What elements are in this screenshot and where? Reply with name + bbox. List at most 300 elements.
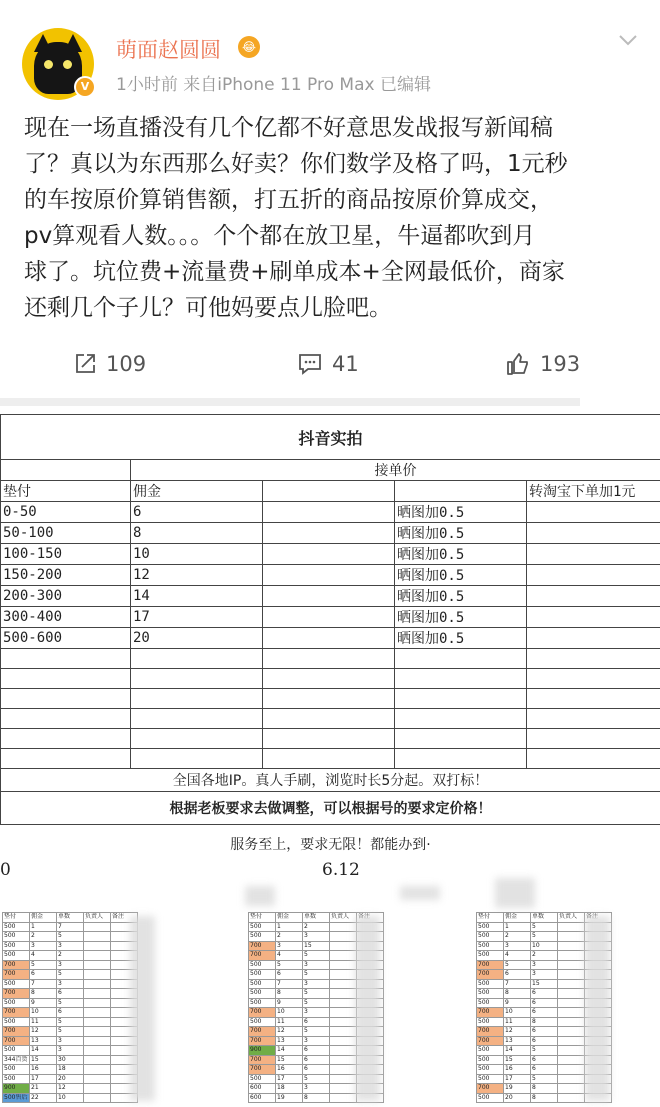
group-header: 接单价 [131, 460, 660, 481]
content-line: 还剩几个子儿？可他妈要点儿脸吧。 [24, 295, 392, 321]
ledger-cell [330, 1084, 357, 1094]
ledger-cell [558, 1017, 585, 1027]
ledger-cell: 5 [504, 960, 531, 970]
cell: 200-300 [1, 586, 131, 607]
verified-badge-icon: V [74, 76, 96, 98]
ledger-cell: 14 [504, 1046, 531, 1056]
ledger-header-cell: 佣金 [504, 913, 531, 923]
ledger-header-cell: 单数 [303, 913, 330, 923]
blurred-area [355, 916, 380, 1101]
cell: 20 [131, 628, 263, 649]
ledger-cell: 16 [30, 1065, 57, 1075]
ledger-cell: 700 [477, 970, 504, 980]
ledger-cell [84, 1027, 111, 1037]
ledger-cell: 18 [276, 1084, 303, 1094]
ledger-cell: 500 [3, 951, 30, 961]
post-content [24, 110, 644, 326]
note-line: 全国各地IP。真人手刷，浏览时长5分起。双打标！ [1, 769, 660, 792]
ledger-cell: 700 [477, 1084, 504, 1094]
ledger-cell [558, 951, 585, 961]
ledger-cell: 1 [276, 922, 303, 932]
post-meta: 1小时前 来自iPhone 11 Pro Max 已编辑 [116, 75, 431, 95]
cell: 晒图加0.5 [395, 565, 527, 586]
ledger-cell [330, 1093, 357, 1103]
ledger-row [3, 951, 138, 961]
ledger-cell: 3 [303, 932, 330, 942]
ledger-cell: 500 [3, 998, 30, 1008]
ledger-header-cell: 负责人 [84, 913, 111, 923]
ledger-cell: 500 [249, 960, 276, 970]
ledger-cell: 5 [531, 1046, 558, 1056]
ledger-cell: 7 [504, 979, 531, 989]
comment-count: 41 [332, 352, 359, 376]
ledger-cell [558, 998, 585, 1008]
table-row [1, 628, 660, 649]
comment-button[interactable] [298, 352, 359, 376]
cat-eye-right [63, 60, 72, 69]
ledger-cell: 5 [303, 1027, 330, 1037]
ledger-cell: 700 [3, 960, 30, 970]
ledger-cell: 700 [3, 1036, 30, 1046]
ledger-cell: 500 [477, 922, 504, 932]
ledger-header-cell: 单数 [57, 913, 84, 923]
ledger-row [3, 932, 138, 942]
ledger-cell [330, 1074, 357, 1084]
ledger-cell: 2 [303, 922, 330, 932]
ledger-cell [84, 941, 111, 951]
ledger-cell [330, 979, 357, 989]
ledger-cell: 500 [477, 1065, 504, 1075]
like-count: 193 [540, 352, 581, 376]
ledger-cell [558, 1093, 585, 1103]
table-row [1, 544, 660, 565]
ledger-cell: 17 [30, 1074, 57, 1084]
table-row [1, 502, 660, 523]
ledger-cell: 6 [531, 1008, 558, 1018]
ledger-cell: 700 [249, 1065, 276, 1075]
ledger-cell: 5 [303, 998, 330, 1008]
share-count: 109 [106, 352, 147, 376]
ledger-cell [330, 1027, 357, 1037]
ledger-cell [84, 932, 111, 942]
ledger-cell: 3 [276, 941, 303, 951]
cell [263, 502, 395, 523]
ledger-cell [330, 1055, 357, 1065]
ledger-cell: 10 [57, 1093, 84, 1103]
ledger-row [3, 970, 138, 980]
thumbs-up-icon [506, 352, 530, 376]
ledger-cell [84, 1065, 111, 1075]
ledger-cell: 3 [57, 960, 84, 970]
ledger-cell [330, 1046, 357, 1056]
ledger-row [3, 960, 138, 970]
ledger-cell: 22 [30, 1093, 57, 1103]
ledger-cell: 8 [531, 1084, 558, 1094]
ledger-header-cell: 负责人 [558, 913, 585, 923]
ledger-row [3, 1065, 138, 1075]
ledger-header-cell: 垫付 [477, 913, 504, 923]
ledger-cell: 3 [303, 960, 330, 970]
ledger-cell: 10 [30, 1008, 57, 1018]
ledger-cell [84, 1036, 111, 1046]
ledger-cell: 900 [3, 1084, 30, 1094]
ledger-cell [84, 998, 111, 1008]
ledger-cell [84, 1008, 111, 1018]
ledger-cell: 16 [276, 1065, 303, 1075]
ledger-cell: 6 [531, 1027, 558, 1037]
ledger-cell: 500 [249, 1074, 276, 1084]
ledger-cell: 13 [30, 1036, 57, 1046]
ledger-cell [558, 1027, 585, 1037]
ledger-cell: 500 [477, 979, 504, 989]
ledger-cell: 3 [531, 970, 558, 980]
ledger-cell: 7 [276, 979, 303, 989]
ledger-cell: 15 [30, 1055, 57, 1065]
ledger-cell: 500 [249, 1017, 276, 1027]
cell [527, 586, 660, 607]
ledger-cell: 8 [276, 989, 303, 999]
ledger-cell: 5 [303, 1074, 330, 1084]
ledger-cell: 5 [276, 960, 303, 970]
ledger-cell: 9 [276, 998, 303, 1008]
ledger-cell: 17 [504, 1074, 531, 1084]
cell [527, 565, 660, 586]
ledger-cell: 9 [504, 998, 531, 1008]
ledger-cell: 3 [57, 941, 84, 951]
cell: 晒图加0.5 [395, 523, 527, 544]
ledger-cell [84, 1093, 111, 1103]
ledger-cell: 6 [531, 1036, 558, 1046]
ledger-cell [330, 922, 357, 932]
ledger-cell: 4 [276, 951, 303, 961]
ledger-cell: 500 [477, 932, 504, 942]
order-ledger-image [0, 856, 660, 1107]
ledger-cell: 12 [57, 1084, 84, 1094]
cell: 500-600 [1, 628, 131, 649]
ledger-cell: 15 [504, 1055, 531, 1065]
ledger-cell: 500售后 [3, 1093, 30, 1103]
ledger-cell [558, 1055, 585, 1065]
ledger-cell [330, 1036, 357, 1046]
ledger-cell: 2 [276, 932, 303, 942]
price-table [0, 414, 660, 863]
ledger-cell: 500 [3, 1074, 30, 1084]
ledger-cell: 700 [249, 941, 276, 951]
cell [263, 544, 395, 565]
cell [527, 502, 660, 523]
ledger-cell: 500 [3, 932, 30, 942]
sheet-title: 抖音实拍 [1, 415, 660, 460]
ledger-cell: 6 [303, 1017, 330, 1027]
ledger-cell: 5 [303, 989, 330, 999]
table-row [1, 523, 660, 544]
ledger-row [3, 1036, 138, 1046]
ledger-cell [84, 1055, 111, 1065]
table-row [1, 709, 660, 729]
ledger-cell: 16 [504, 1065, 531, 1075]
ledger-cell [558, 941, 585, 951]
ledger-cell [84, 970, 111, 980]
ledger-date: 6.12 [322, 860, 360, 880]
ledger-cell: 11 [30, 1017, 57, 1027]
ledger-cell: 6 [531, 1065, 558, 1075]
ledger-cell: 6 [504, 970, 531, 980]
ledger-header-cell: 备注 [111, 913, 138, 923]
cell: 6 [131, 502, 263, 523]
ledger-cell: 6 [57, 989, 84, 999]
cell: 50-100 [1, 523, 131, 544]
cell: 晒图加0.5 [395, 544, 527, 565]
header-cell: 垫付 [1, 481, 131, 502]
like-button[interactable] [506, 352, 580, 376]
cell [263, 607, 395, 628]
ledger-cell: 1 [504, 922, 531, 932]
price-sheet-image [0, 414, 660, 854]
ledger-row [3, 941, 138, 951]
ledger-cell [84, 1046, 111, 1056]
ledger-cell: 18 [57, 1065, 84, 1075]
ledger-cell: 500 [3, 922, 30, 932]
ledger-cell: 5 [57, 932, 84, 942]
ledger-cell: 700 [477, 1008, 504, 1018]
blurred-area [245, 886, 275, 906]
share-button[interactable] [74, 352, 146, 376]
ledger-row [3, 1017, 138, 1027]
ledger-cell: 700 [3, 1027, 30, 1037]
ledger-cell: 500 [249, 922, 276, 932]
ledger-cell: 20 [57, 1074, 84, 1084]
ledger-cell: 500 [477, 941, 504, 951]
content-line: 的车按原价算销售额，打五折的商品按原价算成交， [24, 187, 553, 213]
ledger-row [3, 922, 138, 932]
ledger-cell: 13 [504, 1036, 531, 1046]
cell: 12 [131, 565, 263, 586]
ledger-cell: 30 [57, 1055, 84, 1065]
cell: 0-50 [1, 502, 131, 523]
ledger-cell [330, 989, 357, 999]
ledger-cell: 3 [57, 1046, 84, 1056]
ledger-cell: 500 [3, 979, 30, 989]
ledger-cell: 7 [57, 922, 84, 932]
ledger-cell [558, 970, 585, 980]
ledger-cell: 500 [477, 951, 504, 961]
ledger-cell: 700 [249, 951, 276, 961]
ledger-cell: 6 [303, 1046, 330, 1056]
blurred-area [400, 886, 440, 900]
ledger-cell: 500 [3, 1065, 30, 1075]
ledger-row [3, 1046, 138, 1056]
ledger-cell: 5 [30, 960, 57, 970]
ledger-cell: 5 [57, 1027, 84, 1037]
ledger-cell [558, 1046, 585, 1056]
ledger-cell [84, 922, 111, 932]
ledger-cell: 4 [30, 951, 57, 961]
content-line: 球了。坑位费+流量费+刷单成本+全网最低价，商家 [24, 259, 565, 285]
ledger-cell: 8 [531, 1093, 558, 1103]
ledger-table [2, 912, 138, 1103]
cell: 300-400 [1, 607, 131, 628]
ledger-row [3, 1093, 138, 1103]
ledger-cell: 9 [30, 998, 57, 1008]
chevron-down-icon[interactable] [618, 30, 638, 51]
weibo-post [0, 0, 660, 405]
ledger-cell: 6 [531, 998, 558, 1008]
ledger-cell: 3 [303, 1084, 330, 1094]
ledger-cell: 5 [57, 998, 84, 1008]
ledger-cell: 500 [477, 998, 504, 1008]
ledger-cell: 17 [276, 1074, 303, 1084]
ledger-row [3, 1074, 138, 1084]
ledger-header-cell: 佣金 [30, 913, 57, 923]
ledger-cell [84, 989, 111, 999]
cell: 17 [131, 607, 263, 628]
ledger-cell: 12 [276, 1027, 303, 1037]
blurred-area [495, 878, 535, 908]
cell [527, 607, 660, 628]
ledger-cell [330, 951, 357, 961]
ledger-cell: 15 [276, 1055, 303, 1065]
ledger-cell: 5 [531, 922, 558, 932]
cell: 晒图加0.5 [395, 586, 527, 607]
ledger-cell: 700 [249, 1055, 276, 1065]
cell: 10 [131, 544, 263, 565]
ledger-row [3, 1027, 138, 1037]
ledger-cell: 4 [504, 951, 531, 961]
ledger-cell: 5 [57, 970, 84, 980]
header-cell [263, 481, 395, 502]
ledger-cell: 3 [504, 941, 531, 951]
ledger-header-cell: 佣金 [276, 913, 303, 923]
cell [263, 523, 395, 544]
cell: 晒图加0.5 [395, 502, 527, 523]
ledger-cell: 8 [531, 1017, 558, 1027]
ledger-cell: 3 [30, 941, 57, 951]
ledger-cell: 10 [504, 1008, 531, 1018]
blurred-area [130, 916, 155, 1101]
ledger-cell: 8 [303, 1093, 330, 1103]
ledger-row [3, 979, 138, 989]
ledger-cell: 3 [57, 979, 84, 989]
ledger-cell: 3 [303, 979, 330, 989]
ledger-cell [558, 979, 585, 989]
ledger-cell: 500 [477, 1093, 504, 1103]
header-cell: 佣金 [131, 481, 263, 502]
content-line: 现在一场直播没有几个亿都不好意思发战报写新闻稿 [24, 115, 553, 141]
ledger-cell: 15 [303, 941, 330, 951]
cell: 150-200 [1, 565, 131, 586]
note-line: 根据老板要求去做调整，可以根据号的要求定价格！ [1, 792, 660, 825]
ledger-cell [84, 1084, 111, 1094]
ledger-cell: 500 [477, 1017, 504, 1027]
ledger-cell: 900 [249, 1046, 276, 1056]
ledger-cell: 5 [303, 951, 330, 961]
cell [263, 565, 395, 586]
ledger-cell [84, 960, 111, 970]
ledger-cell: 20 [504, 1093, 531, 1103]
ledger-cell: 700 [477, 1036, 504, 1046]
ledger-cell [558, 989, 585, 999]
ledger-cell: 6 [57, 1008, 84, 1018]
ledger-header-cell: 垫付 [249, 913, 276, 923]
ledger-cell [558, 960, 585, 970]
blurred-area [585, 916, 610, 1101]
ledger-cell: 600 [249, 1084, 276, 1094]
ledger-cell: 3 [303, 1008, 330, 1018]
user-level-icon: 😂 [238, 36, 260, 58]
ledger-row [3, 1084, 138, 1094]
ledger-cell: 14 [30, 1046, 57, 1056]
ledger-cell [330, 960, 357, 970]
ledger-cell: 500 [477, 1074, 504, 1084]
username[interactable]: 萌面赵圆圆 [116, 38, 221, 62]
table-row [1, 607, 660, 628]
action-bar [0, 352, 660, 388]
ledger-cell: 700 [3, 970, 30, 980]
table-row [1, 649, 660, 669]
ledger-cell: 10 [276, 1008, 303, 1018]
cell: 100-150 [1, 544, 131, 565]
ledger-cell: 500 [3, 1017, 30, 1027]
ledger-cell: 700 [3, 1008, 30, 1018]
ledger-cell [330, 1065, 357, 1075]
table-row [1, 729, 660, 749]
ledger-cell: 5 [57, 1017, 84, 1027]
ledger-cell: 5 [531, 932, 558, 942]
ledger-row [3, 1055, 138, 1065]
ledger-cell [558, 1084, 585, 1094]
ledger-cell [330, 998, 357, 1008]
ledger-cell: 15 [531, 979, 558, 989]
cat-eye-left [44, 60, 53, 69]
ledger-cell: 700 [477, 1027, 504, 1037]
ledger-cell: 3 [303, 1036, 330, 1046]
ledger-cell: 6 [30, 970, 57, 980]
ledger-row [3, 998, 138, 1008]
ledger-cell [84, 1017, 111, 1027]
ledger-cell: 2 [30, 932, 57, 942]
ledger-cell: 21 [30, 1084, 57, 1094]
ledger-row [3, 1008, 138, 1018]
ledger-row [3, 989, 138, 999]
cell: 8 [131, 523, 263, 544]
ledger-cell [330, 1008, 357, 1018]
cell: 14 [131, 586, 263, 607]
ledger-cell: 12 [504, 1027, 531, 1037]
ledger-cell: 11 [276, 1017, 303, 1027]
ledger-cell [558, 1008, 585, 1018]
ledger-cell: 6 [531, 1055, 558, 1065]
ledger-cell: 6 [531, 989, 558, 999]
ledger-cell [84, 979, 111, 989]
ledger-cell: 5 [531, 1074, 558, 1084]
ledger-cell: 600 [249, 1093, 276, 1103]
share-icon [74, 353, 96, 375]
ledger-cell: 8 [30, 989, 57, 999]
ledger-header-cell: 负责人 [330, 913, 357, 923]
ledger-cell: 700 [3, 989, 30, 999]
ledger-cell: 500 [249, 979, 276, 989]
ledger-cell [330, 932, 357, 942]
ledger-left-mark: 0 [0, 860, 11, 880]
ledger-cell: 500 [249, 998, 276, 1008]
ledger-cell: 7 [30, 979, 57, 989]
comment-icon [298, 353, 322, 375]
cell: 晒图加0.5 [395, 607, 527, 628]
ledger-cell [558, 1065, 585, 1075]
ledger-cell: 344百货 [3, 1055, 30, 1065]
ledger-cell [558, 1074, 585, 1084]
ledger-cell: 500 [249, 970, 276, 980]
